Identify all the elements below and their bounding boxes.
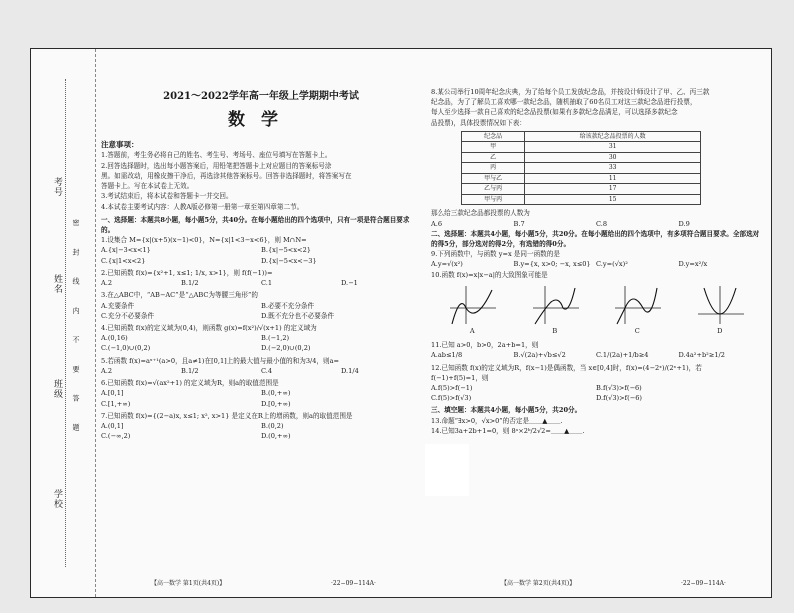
label-class: 班级 (52, 379, 62, 399)
table-cell: 31 (525, 142, 701, 153)
option-d: D.f(√3)>f(−6) (596, 394, 642, 403)
graph-option-c (611, 284, 663, 336)
footer-code-two: ·22−09−114A· (681, 580, 726, 587)
question-8 (431, 87, 761, 229)
option-b: B.(0,2) (261, 421, 284, 430)
notice-item: 2.回答选择题时，选出每小题答案后，用铅笔把答题卡上对应题目的答案标号涂 (101, 161, 332, 170)
exam-sheet (30, 48, 772, 598)
option-b: B.必要不充分条件 (261, 301, 315, 310)
table-cell: 乙与丙 (462, 184, 525, 195)
vote-table (461, 131, 701, 206)
graph-a-plot (446, 284, 498, 326)
question-stem: 4.已知函数 f(x)的定义域为(0,4)，则函数 g(x)=f(x²)/√(x+1) 的定义域为 (101, 323, 317, 332)
question-11 (431, 340, 761, 360)
option-a: A.(0,1] (101, 421, 124, 430)
question-12 (431, 363, 761, 404)
section-three-heading: 三、填空题：本题共4小题，每小题5分，共20分。 (431, 406, 582, 415)
subject-title: 数学 (228, 109, 294, 130)
option-b: B.√(2a)+√b≤√2 (513, 351, 566, 360)
option-b: B.y={x, x>0; −x, x≤0} (513, 260, 591, 269)
label-exam-number: 考号 (52, 177, 62, 197)
table-header: 纪念品 (462, 131, 525, 142)
question-13: 13.命题“∃x>0，√x>0”的否定是＿＿▲＿＿. (431, 416, 563, 425)
question-1 (101, 235, 421, 266)
option-a: A.2 (101, 279, 113, 288)
option-b: B.(0,+∞) (261, 389, 291, 398)
option-b: B.{x|−5<x<2} (261, 246, 311, 255)
blank-patch (425, 444, 469, 496)
graph-d-plot (694, 284, 746, 326)
seal-line (65, 79, 66, 567)
question-stem: 3.在△ABC中，“AB−AC”是“△ABC为等腰三角形”的 (101, 291, 258, 300)
question-3 (101, 290, 421, 321)
label-name: 姓名 (52, 274, 62, 294)
graph-option-a (446, 284, 498, 336)
notice-item: 答题卡上。写在本试卷上无效。 (101, 182, 194, 191)
option-b: B.7 (513, 219, 525, 228)
question-stem: 11.已知 a>0，b>0，2a+b=1，则 (431, 341, 539, 350)
question-stem-continued: f(−1)+f(5)=1，则 (431, 373, 489, 382)
option-b: B.1/2 (181, 366, 199, 375)
page-one (101, 89, 421, 441)
graph-option-b (529, 284, 581, 336)
question-stem: 2.已知函数 f(x)={x²+1, x≤1; 1/x, x>1}，则 f(f(−1))= (101, 268, 273, 277)
option-d: D.4a²+b²≥1/2 (678, 351, 725, 360)
option-d: D.{x|−5<x<−3} (261, 256, 317, 265)
option-b: B.(−1,2) (261, 334, 290, 343)
question-14: 14.已知3a+2b+1=0，则 8ᵃ×2ᵇ/2√2=＿＿▲＿＿. (431, 426, 585, 435)
graph-options (431, 284, 761, 336)
table-row (462, 152, 701, 163)
option-c: C.(−1,0)∪(0,2) (101, 344, 151, 353)
question-stem: 9.下列函数中，与函数 y=x 是同一函数的是 (431, 250, 560, 259)
table-cell: 甲与丙 (462, 194, 525, 205)
option-c: C.1/(2a)+1/b≥4 (596, 351, 649, 360)
option-d: D.y=x²/x (678, 260, 708, 269)
option-a: A.ab≤1/8 (431, 351, 463, 360)
table-cell: 丙 (462, 163, 525, 174)
option-a: A.[0,1] (101, 389, 124, 398)
notice-item: 3.考试结束后，将本试卷和答题卡一并交回。 (101, 192, 233, 201)
table-row (462, 194, 701, 205)
option-a: A.(0,16) (101, 334, 128, 343)
question-7 (101, 411, 421, 442)
table-row (462, 163, 701, 174)
option-d: D.1/4 (341, 366, 359, 375)
option-a: A.充要条件 (101, 301, 135, 310)
question-stem: 1.设集合 M={x|(x+5)(x−1)<0}，N={x|1<3−x<6}，则 M∩N= (101, 236, 307, 245)
option-d: D.9 (678, 219, 690, 228)
question-stem: 6.已知函数 f(x)=√(ax²+1) 的定义域为R，则a的取值范围是 (101, 379, 279, 388)
option-c: C.4 (261, 366, 273, 375)
table-cell: 15 (525, 194, 701, 205)
notice-item: 1.答题前，考生务必将自己的姓名、考生号、考场号、座位号填写在答题卡上。 (101, 151, 332, 160)
option-d: D.−1 (341, 279, 358, 288)
option-b: B.f(√3)>f(−6) (596, 384, 642, 392)
option-c: C.1 (261, 279, 273, 288)
question-6 (101, 378, 421, 409)
graph-label: D (717, 326, 723, 335)
graph-label: A (469, 326, 475, 335)
option-b: B.1/2 (181, 279, 199, 288)
graph-label: C (634, 326, 640, 335)
question-stem: 纪念品，为了了解员工喜欢哪一款纪念品，随机抽取了60名员工对这三款纪念品进行投票， (431, 98, 697, 107)
page-two (431, 87, 761, 436)
table-header-row (462, 131, 701, 142)
notice-item: 黑。如需改动，用橡皮擦干净后，再选涂其他答案标号。回答非选择题时，将答案写在 (101, 171, 352, 180)
table-cell: 11 (525, 173, 701, 184)
question-2 (101, 268, 421, 288)
option-c: C.(−∞,2) (101, 432, 131, 441)
table-cell: 33 (525, 163, 701, 174)
option-d: D.既不充分也不必要条件 (261, 311, 335, 320)
question-5 (101, 356, 421, 376)
question-stem: 8.某公司举行10周年纪念庆典，为了给每个员工发放纪念品，并按设计师设计了甲、乙、丙三款 (431, 88, 710, 96)
table-cell: 30 (525, 152, 701, 163)
option-c: C.{x|1<x<2} (101, 256, 146, 265)
table-row (462, 142, 701, 153)
option-c: C.8 (596, 219, 608, 228)
question-stem: 12.已知函数 f(x)的定义域为R，f(x−1)是偶函数，当 x∈[0,4]时，f(x)=(4−2ˣ)/(2ˣ+1)，若 (431, 363, 702, 372)
table-cell: 甲与乙 (462, 173, 525, 184)
footer-code-one: ·22−09−114A· (331, 580, 376, 587)
table-row (462, 184, 701, 195)
question-9 (431, 249, 761, 269)
option-a: A.f(5)>f(−1) (431, 384, 473, 392)
exam-title: 2021～2022学年高一年级上学期期中考试 (163, 91, 359, 102)
question-stem: 品投票)，具体投票情况如下表： (431, 118, 526, 127)
option-d: D.(0,+∞) (261, 432, 291, 441)
option-a: A.6 (431, 219, 443, 228)
table-header: 给该款纪念品投票的人数 (525, 131, 701, 142)
table-cell: 甲 (462, 142, 525, 153)
question-stem: 每人至少选择一款自己喜欢的纪念品投票(如果有多款纪念品满足，可以选择多款纪念 (431, 108, 678, 117)
option-d: D.[0,+∞) (261, 399, 291, 408)
option-c: C.充分不必要条件 (101, 311, 155, 320)
question-10 (431, 270, 761, 336)
notice-item: 4.本试卷主要考试内容：人教A版必修第一册第一章至第四章第二节。 (101, 202, 304, 211)
notice-heading: 注意事项： (101, 139, 139, 149)
question-stem: 10.函数 f(x)=x|x−a|的大致图象可能是 (431, 270, 548, 279)
section-two-heading: 二、选择题：本题共4小题，每小题5分，共20分。在每小题给出的四个选项中，有多项符合题目要求。全部选对的得5分，部分选对的得2分，有选错的得0分。 (431, 229, 760, 249)
graph-label: B (552, 326, 558, 335)
table-cell: 17 (525, 184, 701, 195)
binding-margin (31, 49, 96, 597)
option-c: C.y=(√x)² (596, 260, 628, 269)
graph-c-plot (611, 284, 663, 326)
question-stem: 7.已知函数 f(x)={(2−a)x, x≤1; x², x>1} 是定义在R上的增函数，则a的取值范围是 (101, 411, 353, 420)
option-a: A.2 (101, 366, 113, 375)
footer-page-one: 【高一数学 第1页(共4页)】 (151, 580, 226, 587)
question-stem: 5.若函数 f(x)=aˣ⁺¹(a>0，且a≠1)在[0,1]上的最大值与最小值的和为3/4，则a= (101, 356, 340, 365)
section-one-heading: 一、选择题：本题共8小题，每小题5分，共40分。在每小题给出的四个选项中，只有一项是符合题目要求的。 (101, 215, 410, 234)
table-row (462, 173, 701, 184)
question-4 (101, 323, 421, 354)
option-d: D.(−2,0)∪(0,2) (261, 344, 311, 353)
graph-b-plot (529, 284, 581, 326)
option-c: C.f(5)>f(√3) (431, 394, 472, 403)
footer-page-two: 【高一数学 第2页(共4页)】 (501, 580, 576, 587)
seal-warning: 密 封 线 内 不 要 答 题 (72, 219, 80, 441)
question-prompt: 那么给三款纪念品都投票的人数为 (431, 209, 530, 218)
option-a: A.{x|−3<x<1} (101, 246, 151, 255)
label-school: 学校 (52, 489, 62, 509)
table-cell: 乙 (462, 152, 525, 163)
option-c: C.[1,+∞) (101, 399, 131, 408)
option-a: A.y=√(x²) (431, 260, 463, 269)
graph-option-d (694, 284, 746, 336)
